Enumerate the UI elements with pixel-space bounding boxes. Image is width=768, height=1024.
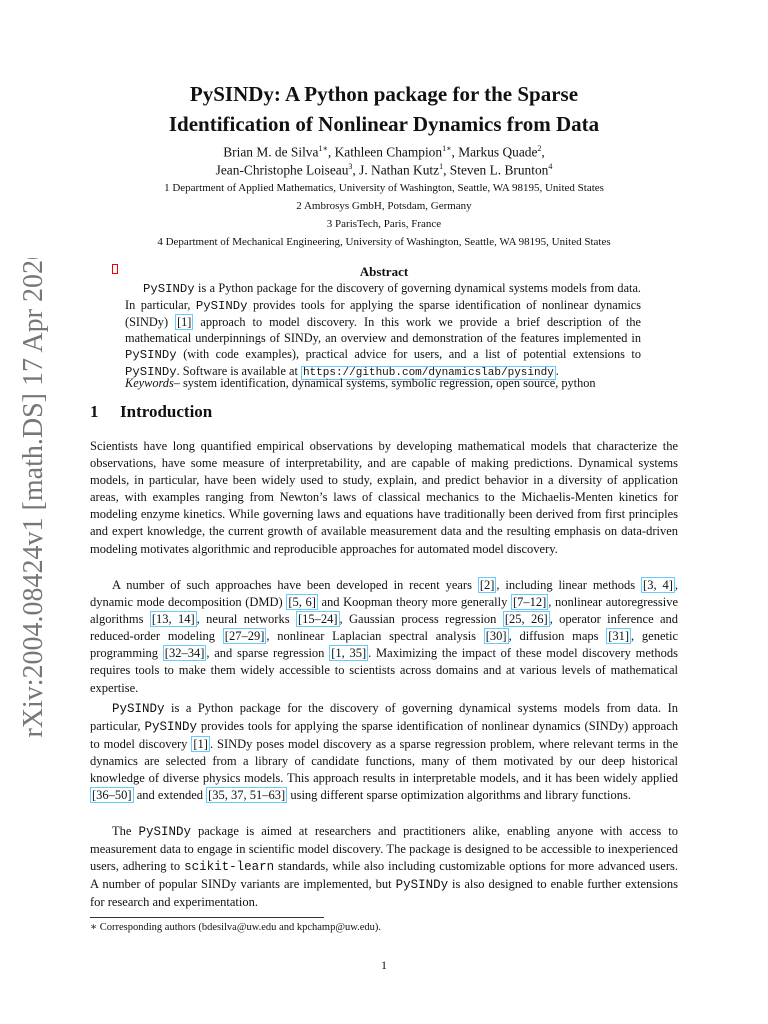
citation-link[interactable]: [1] [193, 737, 208, 752]
citation-link[interactable]: [31] [608, 629, 630, 644]
page-number: 1 [381, 958, 387, 972]
footnote: ∗ Corresponding authors (bdesilva@uw.edu and kpchamp@uw.edu). [90, 922, 382, 933]
pkg-name: PySINDy [112, 702, 165, 716]
section-title: Introduction [120, 402, 213, 421]
paragraph-2: A number of such approaches have been developed in recent years [2] , including linear methods [3, 4] , dynamic mode decomposition (DMD) [5, 6] and Koopman theory more generally [7–12] , nonlinear autoregressive algorithms [13, 14] , neural networks [15–24] , Gaussian process regression [25, 26] , operator inference and reduced-order modeling [27–29] , nonlinear Laplacian spectral analysis [30] , diffusion maps [31] , genetic programming [32–34] , and sparse regression [1, 35] . Maximizing the impact of these model discovery methods requires tools to make them widely accessible to scientists across domains and at various levels of mathematical expertise. [90, 578, 679, 695]
affiliation-3: 3 ParisTech, Paris, France [326, 218, 442, 230]
pkg-name: PySINDy [144, 720, 197, 735]
affiliation-4: 4 Department of Mechanical Engineering, University of Washington, Seattle, WA 98195, United States [157, 236, 611, 248]
arxiv-identifier [6, 258, 56, 738]
software-url-link[interactable]: https://github.com/dynamicslab/pysindy [302, 367, 554, 379]
citation-link[interactable]: [30] [485, 629, 507, 644]
pkg-name: PySINDy [395, 878, 449, 893]
citation-link[interactable]: [1, 35] [331, 646, 367, 661]
citation-link[interactable]: [35, 37, 51–63] [208, 788, 286, 803]
keywords-label: Keywords– [125, 376, 180, 390]
authors-line-1: Brian M. de Silva$^{1∗}$, Kathleen Champion$^{1∗}$, Markus Quade$^2$, [223, 144, 545, 160]
authors-line-2: Jean-Christophe Loiseau$^3$, J. Nathan Kutz$^1$, Steven L. Brunton$^4$ [215, 162, 553, 178]
citation-link[interactable]: [5, 6] [288, 595, 316, 610]
citation-link[interactable]: [25, 26] [504, 612, 548, 627]
citation-link[interactable]: [32–34] [164, 646, 205, 661]
section-number: 1 [90, 402, 99, 421]
paragraph-4: The PySINDy package is aimed at researchers and practitioners alike, enabling anyone with access to measurement data to engage in scientific model discovery. The package is designed to be accessible to inexperienced users, adhering to scikit-learn standards, while also including customizable options for more advanced users. A number of popular SINDy variants are implemented, but PySINDy is also designed to enable further extensions for research and experimentation. [90, 824, 678, 910]
citation-link[interactable]: [27–29] [224, 629, 265, 644]
citation-link[interactable]: [13, 14] [151, 612, 195, 627]
citation-link[interactable]: [1] [177, 315, 192, 329]
citation-link[interactable]: [3, 4] [643, 578, 673, 592]
paragraph-1: Scientists have long quantified empirical observations by developing mathematical models that characterize the observations, have some measure of interpretability, and are capable of making predictions. Dynamical systems models, in particular, have been widely used to study, explain, and predict behavior in a diversity of application areas, with examples ranging from Newton’s laws of classical mechanics to the Michaelis-Menten kinetics for modeling enzyme kinetics. While governing laws and equations have traditionally been derived from first principles and expert knowledge, the current growth of available measurement data and the resulting emphasis on data-driven modeling motivates algorithmic and reproducible approaches for automated model discovery. [90, 439, 678, 556]
arxiv-id-text: arXiv:2004.08424v1 [math.DS] 17 Apr 2020 [18, 258, 49, 738]
keywords [125, 376, 655, 391]
abstract-heading: Abstract [359, 264, 409, 279]
pkg-name: PySINDy [125, 348, 177, 362]
paper-title-line-2: Identification of Nonlinear Dynamics from Data [168, 112, 600, 136]
footnote-rule [90, 917, 324, 918]
library-name: scikit-learn [184, 860, 275, 875]
pkg-name: PySINDy [195, 299, 248, 313]
affiliation-2: 2 Ambrosys GmbH, Potsdam, Germany [296, 200, 472, 212]
pkg-name: PySINDy [125, 365, 177, 379]
abstract-body: PySINDy is a Python package for the discovery of governing dynamical systems models from data. In particular, PySINDy provides tools for applying the sparse identification of nonlinear dynamics (SINDy) [1] approach to model discovery. In this work we provide a brief description of the mathematical underpinnings of SINDy, an overview and demonstration of the features implemented in PySINDy (with code examples), practical advice for users, and a list of potential extensions to PySINDy. Software is available at https://github.com/dynamicslab/pysindy . [125, 281, 641, 379]
keywords-list: system identification, dynamical systems, symbolic regression, open source, python [179, 376, 596, 390]
citation-link[interactable]: [15–24] [297, 612, 338, 627]
affiliation-1: 1 Department of Applied Mathematics, University of Washington, Seattle, WA 98195, United States [164, 182, 604, 194]
paper-title-line-1: PySINDy: A Python package for the Sparse [189, 82, 579, 106]
pkg-name: PySINDy [143, 282, 195, 296]
pkg-name: PySINDy [138, 825, 191, 839]
citation-link[interactable]: [36–50] [92, 788, 132, 803]
citation-link[interactable]: [7–12] [512, 595, 547, 610]
paragraph-3: PySINDy is a Python package for the discovery of governing dynamical systems models from data. In particular, PySINDy provides tools for applying the sparse identification of nonlinear dynamics (SINDy) approach to model discovery [1] . SINDy poses model discovery as a sparse regression problem, where relevant terms in the dynamics are selected from a library of candidate functions, many of them motivated by our deep historical knowledge of diverse physics models. This approach results in interpretable models, and it has been widely applied [36–50] and extended [35, 37, 51–63] using different sparse optimization algorithms and library functions. [90, 701, 679, 803]
citation-link[interactable]: [2] [479, 578, 495, 592]
